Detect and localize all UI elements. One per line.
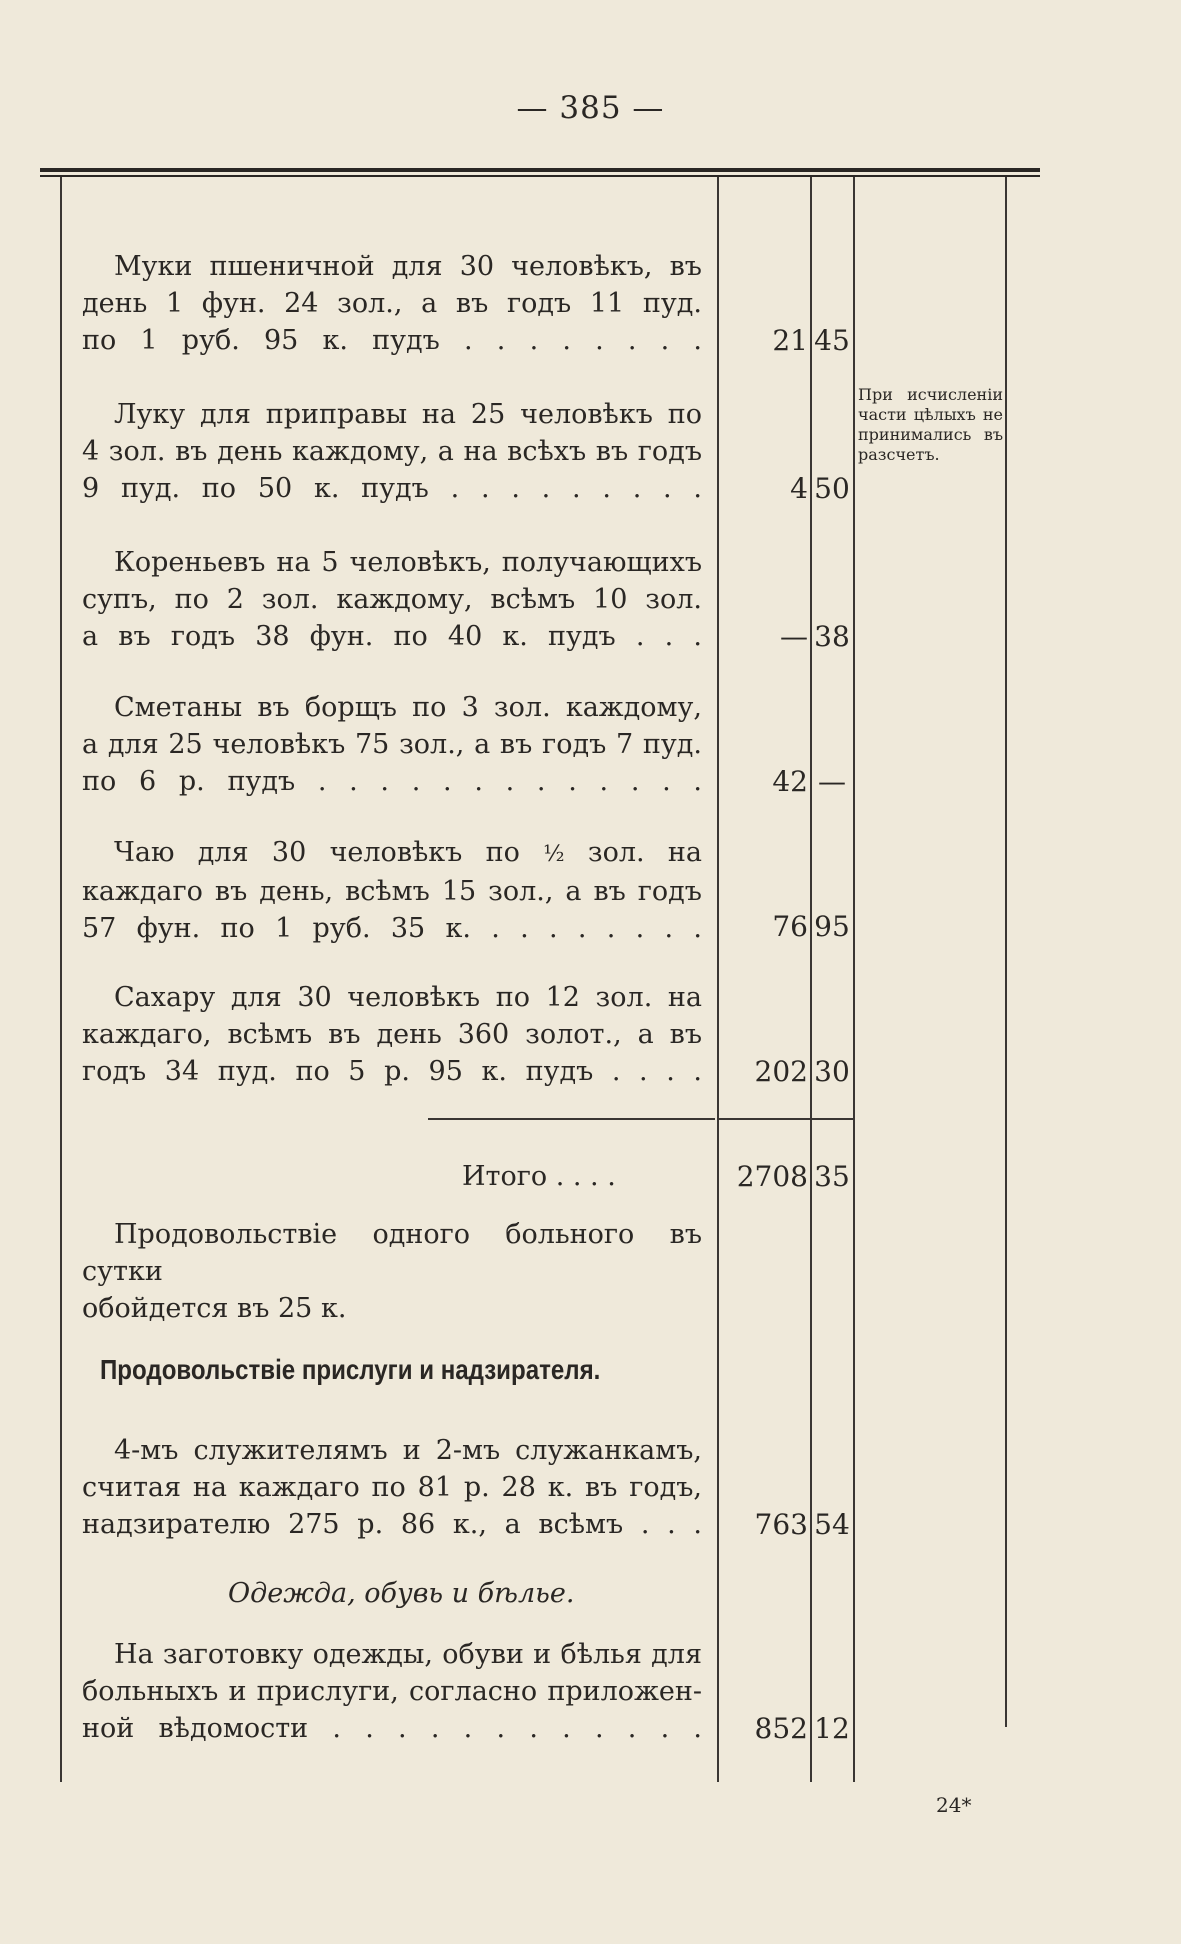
rubles-value: 4 [790,472,808,505]
rubles-value: 21 [772,324,808,357]
rubles-value: 202 [754,1055,808,1088]
rubles-value: — [780,620,808,653]
page-number: — 385 — [516,90,665,126]
row-text-line: Луку для приправы на 25 человѣкъ по [114,399,702,430]
rubles-value: 76 [772,910,808,943]
row-text-line: считая на каждаго по 81 р. 28 к. въ годъ, [82,1472,702,1503]
table-row [82,1636,702,1747]
kopeks-value: 12 [814,1712,850,1745]
table-row [82,1432,702,1543]
total-kopeks: 35 [814,1160,850,1193]
row-text-line: Муки пшеничной для 30 человѣкъ, въ [114,251,702,282]
row-text-fragment: Чаю для 30 человѣкъ по [114,837,544,868]
clothing-subheading: Одежда, обувь и бѣлье. [228,1578,575,1609]
top-rule-thin [40,175,1040,177]
row-text-line: обойдется въ 25 к. [82,1293,347,1324]
fraction: ½ [543,842,565,867]
total-label: Итого . . . . [462,1161,616,1192]
row-text-fragment: зол. на [564,837,702,868]
row-text-line: Сметаны въ борщъ по 3 зол. каждому, [114,692,702,723]
kopeks-column-border [810,177,812,1782]
row-text-line: Кореньевъ на 5 человѣкъ, получающихъ [114,547,702,578]
kopeks-value: 95 [814,910,850,943]
row-text-line: по 1 руб. 95 к. пудъ . . . . . . . . [82,325,702,356]
row-text-line: 9 пуд. по 50 к. пудъ . . . . . . . . . [82,473,702,504]
row-text-line: 4-мъ служителямъ и 2-мъ служанкамъ, [114,1435,702,1466]
row-text-line: больныхъ и прислуги, согласно приложен- [82,1676,702,1707]
row-text-line: а въ годъ 38 фун. по 40 к. пудъ . . . [82,621,702,652]
row-text-line: Продовольствіе одного больного въ сутки [82,1219,702,1287]
row-text-line: а для 25 человѣкъ 75 зол., а въ годъ 7 пуд. [82,729,702,760]
row-text-line [82,834,702,873]
rubles-value: 42 [772,765,808,798]
row-text-line: надзирателю 275 р. 86 к., а всѣмъ . . . [82,1509,702,1540]
kopeks-value: 38 [814,620,850,653]
row-text-line: по 6 р. пудъ . . . . . . . . . . . . . [82,766,702,797]
kopeks-value: — [818,765,846,798]
signature-mark: 24* [936,1793,972,1817]
row-text-line: день 1 фун. 24 зол., а въ годъ 11 пуд. [82,288,702,319]
table-row [82,248,702,359]
kopeks-value: 45 [814,324,850,357]
table-row [82,396,702,507]
kopeks-value: 50 [814,472,850,505]
row-text-line: каждаго въ день, всѣмъ 15 зол., а въ годъ [82,876,702,907]
row-text-line: супъ, по 2 зол. каждому, всѣмъ 10 зол. [82,584,702,615]
table-row [82,979,702,1090]
total-rubles: 2708 [736,1160,808,1193]
row-text-line: Сахару для 30 человѣкъ по 12 зол. на [114,982,702,1013]
table-row [82,834,702,947]
total-rule [428,1118,715,1120]
table-left-border [60,177,62,1782]
calculation-note [858,385,1003,465]
rubles-column-border [717,177,719,1782]
top-rule [40,168,1040,172]
daily-cost-text [82,1216,702,1327]
total-rule [717,1118,855,1120]
row-text-line: годъ 34 пуд. по 5 р. 95 к. пудъ . . . . [82,1056,702,1087]
table-row [82,689,702,800]
row-text-line: На заготовку одежды, обуви и бѣлья для [114,1639,702,1670]
note-text: При исчисленіи части цѣлыхъ не принимались въ разсчетъ. [858,385,1003,464]
rubles-value: 852 [754,1712,808,1745]
table-row [82,544,702,655]
row-text-line: 4 зол. въ день каждому, а на всѣхъ въ годъ [82,436,702,467]
kopeks-value: 54 [814,1508,850,1541]
table-right-border [1005,177,1007,1727]
row-text-line: 57 фун. по 1 руб. 35 к. . . . . . . . . [82,913,702,944]
row-text-line: каждаго, всѣмъ въ день 360 золот., а въ [82,1019,702,1050]
notes-column-border [853,177,855,1782]
kopeks-value: 30 [814,1055,850,1088]
row-text-line: ной вѣдомости . . . . . . . . . . . . [82,1713,702,1744]
rubles-value: 763 [754,1508,808,1541]
section-heading: Продовольствіе прислуги и надзирателя. [100,1354,601,1385]
